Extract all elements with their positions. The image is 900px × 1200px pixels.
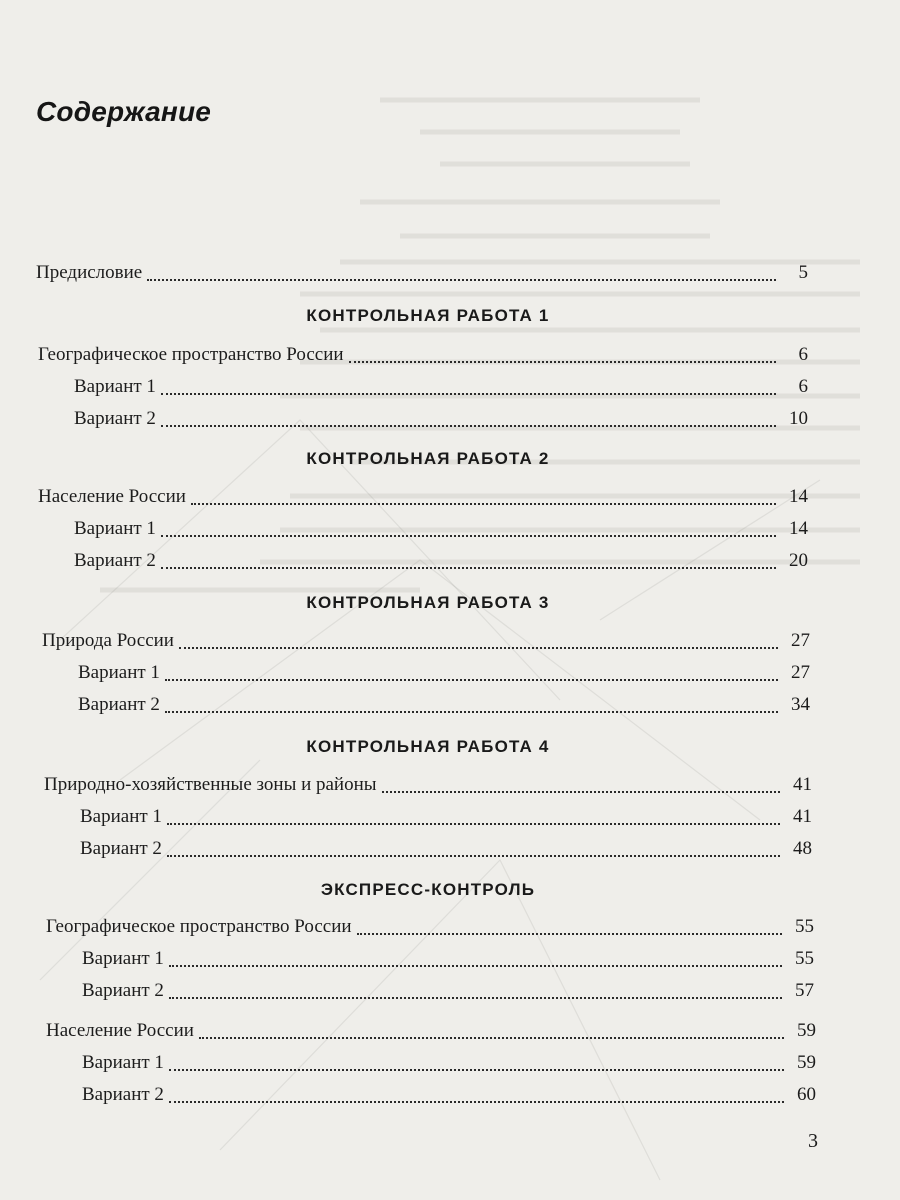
- section-heading-control-work-3: КОНТРОЛЬНАЯ РАБОТА 3: [306, 593, 550, 612]
- toc-entry-label: Географическое пространство России: [38, 344, 344, 365]
- toc-entry-topic: [42, 626, 810, 656]
- toc-entry-page: 5: [798, 262, 808, 283]
- toc-entry-variant: [82, 1080, 816, 1110]
- toc-entry-label: Вариант 2: [82, 980, 164, 1001]
- toc-entry-label: Природно-хозяйственные зоны и районы: [44, 774, 377, 795]
- toc-leader-dots: [179, 646, 778, 649]
- toc-entry-label: Население России: [38, 486, 186, 507]
- toc-entry-topic: [46, 1016, 816, 1046]
- toc-entry-label: Вариант 1: [82, 1052, 164, 1073]
- toc-leader-dots: [199, 1036, 784, 1039]
- toc-leader-dots: [169, 996, 782, 999]
- toc-entry-page: 55: [795, 916, 814, 937]
- toc-entry-page: 14: [789, 518, 808, 539]
- toc-title: Содержание: [36, 96, 212, 127]
- toc-leader-dots: [167, 854, 780, 857]
- toc-leader-dots: [349, 360, 776, 363]
- toc-entry-variant: [78, 658, 810, 688]
- toc-entry-page: 48: [793, 838, 812, 859]
- toc-entry-page: 14: [789, 486, 808, 507]
- toc-leader-dots: [161, 534, 776, 537]
- toc-entry-topic: [38, 340, 808, 370]
- toc-entry-page: 57: [795, 980, 814, 1001]
- section-heading-control-work-4: КОНТРОЛЬНАЯ РАБОТА 4: [306, 737, 550, 756]
- section-heading-control-work-2: КОНТРОЛЬНАЯ РАБОТА 2: [306, 449, 550, 468]
- toc-leader-dots: [169, 1068, 784, 1071]
- toc-leader-dots: [161, 566, 776, 569]
- toc-entry-page: 59: [797, 1020, 816, 1041]
- toc-entry-page: 34: [791, 694, 810, 715]
- page-number: 3: [808, 1130, 818, 1152]
- toc-entry-topic: [38, 482, 808, 512]
- section-heading-express-control: ЭКСПРЕСС-КОНТРОЛЬ: [320, 880, 536, 899]
- toc-entry-variant: [74, 514, 808, 544]
- toc-leader-dots: [167, 822, 780, 825]
- toc-entry-label: Предисловие: [36, 262, 143, 283]
- toc-entry-label: Вариант 2: [74, 408, 156, 429]
- toc-entry-page: 59: [797, 1052, 816, 1073]
- toc-leader-dots: [169, 964, 782, 967]
- toc-entry-page: 6: [798, 344, 808, 365]
- toc-leader-dots: [161, 392, 776, 395]
- toc-entry-page: 27: [791, 630, 810, 651]
- toc-entry-label: Вариант 2: [78, 694, 160, 715]
- toc-entry-label: Вариант 1: [78, 662, 160, 683]
- toc-entry-label: Вариант 2: [80, 838, 162, 859]
- toc-entry-variant: [80, 834, 812, 864]
- toc-leader-dots: [382, 790, 780, 793]
- toc-entry-label: Вариант 1: [74, 518, 156, 539]
- toc-entry-page: 27: [791, 662, 810, 683]
- toc-entry-page: 41: [793, 806, 812, 827]
- toc-entry-preface: [36, 258, 808, 288]
- toc-entry-variant: [82, 944, 814, 974]
- toc-entry-label: Вариант 1: [74, 376, 156, 397]
- toc-entry-variant: [74, 546, 808, 576]
- toc-entry-label: Природа России: [42, 630, 174, 651]
- toc-leader-dots: [161, 424, 776, 427]
- toc-entry-page: 60: [797, 1084, 816, 1105]
- toc-entry-variant: [82, 976, 814, 1006]
- toc-entry-page: 41: [793, 774, 812, 795]
- toc-leader-dots: [147, 278, 776, 281]
- toc-leader-dots: [169, 1100, 784, 1103]
- toc-entry-page: 20: [789, 550, 808, 571]
- toc-entry-page: 10: [789, 408, 808, 429]
- toc-entry-variant: [74, 372, 808, 402]
- toc-leader-dots: [165, 678, 778, 681]
- toc-entry-label: Вариант 2: [74, 550, 156, 571]
- toc-leader-dots: [191, 502, 776, 505]
- toc-entry-page: 55: [795, 948, 814, 969]
- toc-entry-topic: [46, 912, 814, 942]
- toc-entry-label: Вариант 2: [82, 1084, 164, 1105]
- toc-entry-topic: [44, 770, 812, 800]
- toc-entry-variant: [74, 404, 808, 434]
- section-heading-control-work-1: КОНТРОЛЬНАЯ РАБОТА 1: [306, 306, 550, 325]
- toc-entry-label: Население России: [46, 1020, 194, 1041]
- toc-entry-variant: [82, 1048, 816, 1078]
- toc-entry-label: Вариант 1: [80, 806, 162, 827]
- toc-entry-page: 6: [798, 376, 808, 397]
- toc-entry-variant: [80, 802, 812, 832]
- toc-entry-label: Географическое пространство России: [46, 916, 352, 937]
- toc-entry-variant: [78, 690, 810, 720]
- toc-entry-label: Вариант 1: [82, 948, 164, 969]
- toc-leader-dots: [357, 932, 782, 935]
- toc-leader-dots: [165, 710, 778, 713]
